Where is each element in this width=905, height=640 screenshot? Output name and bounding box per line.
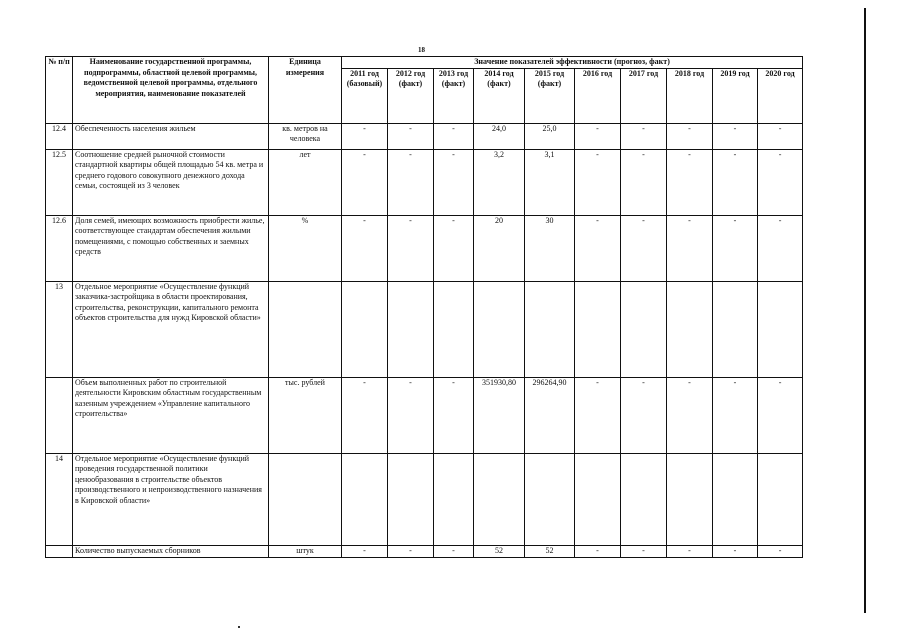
row-value: 52 bbox=[525, 545, 575, 557]
row-value bbox=[713, 453, 758, 545]
row-value: 25,0 bbox=[525, 123, 575, 149]
header-year: 2011 год (базовый) bbox=[342, 68, 388, 123]
row-value: - bbox=[342, 215, 388, 281]
row-value: 3,2 bbox=[474, 149, 525, 215]
header-year: 2017 год bbox=[621, 68, 667, 123]
row-value: - bbox=[575, 377, 621, 453]
row-value: 24,0 bbox=[474, 123, 525, 149]
header-year: 2012 год (факт) bbox=[388, 68, 434, 123]
header-year: 2018 год bbox=[667, 68, 713, 123]
row-number bbox=[46, 377, 73, 453]
table-row bbox=[46, 453, 803, 545]
header-year: 2019 год bbox=[713, 68, 758, 123]
row-value bbox=[342, 281, 388, 377]
row-value bbox=[758, 453, 803, 545]
row-value: - bbox=[758, 377, 803, 453]
row-unit: штук bbox=[269, 545, 342, 557]
row-value: - bbox=[575, 545, 621, 557]
row-value bbox=[388, 281, 434, 377]
row-value: - bbox=[575, 123, 621, 149]
scan-speck bbox=[238, 626, 240, 628]
row-value bbox=[474, 281, 525, 377]
row-value bbox=[575, 453, 621, 545]
row-value bbox=[525, 281, 575, 377]
row-value: - bbox=[434, 377, 474, 453]
row-name: Отдельное мероприятие «Осуществление функций проведения государственной политики ценообразования в строительстве объектов производственного и непроизводственного назначения в Кировской области» bbox=[73, 453, 269, 545]
header-row-group bbox=[46, 57, 803, 69]
row-unit: тыс. рублей bbox=[269, 377, 342, 453]
row-value: - bbox=[575, 215, 621, 281]
row-value: - bbox=[667, 215, 713, 281]
row-value: - bbox=[758, 545, 803, 557]
row-value: - bbox=[342, 149, 388, 215]
row-value bbox=[474, 453, 525, 545]
row-value: - bbox=[342, 545, 388, 557]
row-value: - bbox=[713, 123, 758, 149]
header-name: Наименование государственной программы, подпрограммы, областной целевой программы, ведомственной целевой программы, отдельного мероприятия, наименование показателей bbox=[73, 57, 269, 124]
page-number: 18 bbox=[418, 46, 425, 54]
row-value bbox=[621, 281, 667, 377]
table-row bbox=[46, 123, 803, 149]
header-year: 2020 год bbox=[758, 68, 803, 123]
row-value: - bbox=[434, 149, 474, 215]
row-name: Обеспеченность населения жильем bbox=[73, 123, 269, 149]
row-value: - bbox=[575, 149, 621, 215]
header-year: 2015 год (факт) bbox=[525, 68, 575, 123]
row-value: - bbox=[667, 377, 713, 453]
row-name: Количество выпускаемых сборников bbox=[73, 545, 269, 557]
row-unit: лет bbox=[269, 149, 342, 215]
row-value: 296264,90 bbox=[525, 377, 575, 453]
row-value: - bbox=[342, 377, 388, 453]
row-value bbox=[758, 281, 803, 377]
table-row bbox=[46, 215, 803, 281]
row-unit: кв. метров на человека bbox=[269, 123, 342, 149]
row-value: 20 bbox=[474, 215, 525, 281]
row-value: - bbox=[758, 215, 803, 281]
row-value: - bbox=[434, 545, 474, 557]
header-num: № п/п bbox=[46, 57, 73, 124]
row-value bbox=[525, 453, 575, 545]
row-number: 12.5 bbox=[46, 149, 73, 215]
table-row bbox=[46, 377, 803, 453]
row-value: - bbox=[388, 215, 434, 281]
row-value: 3,1 bbox=[525, 149, 575, 215]
row-value: - bbox=[621, 377, 667, 453]
table-row bbox=[46, 281, 803, 377]
row-value: 52 bbox=[474, 545, 525, 557]
row-value: - bbox=[667, 545, 713, 557]
row-value bbox=[342, 453, 388, 545]
row-value: - bbox=[434, 215, 474, 281]
row-name: Доля семей, имеющих возможность приобрести жилье, соответствующее стандартам обеспечения жилыми помещениями, с помощью собственных и заемных средств bbox=[73, 215, 269, 281]
row-value: - bbox=[713, 215, 758, 281]
row-number: 12.4 bbox=[46, 123, 73, 149]
row-unit bbox=[269, 453, 342, 545]
row-value: - bbox=[342, 123, 388, 149]
header-year: 2014 год (факт) bbox=[474, 68, 525, 123]
table-row bbox=[46, 149, 803, 215]
indicators-table bbox=[45, 56, 803, 558]
row-value: - bbox=[713, 149, 758, 215]
row-value: - bbox=[388, 545, 434, 557]
row-number bbox=[46, 545, 73, 557]
row-value: - bbox=[621, 123, 667, 149]
row-value bbox=[434, 453, 474, 545]
row-number: 13 bbox=[46, 281, 73, 377]
row-name: Объем выполненных работ по строительной деятельности Кировским областным государственным казенным учреждением «Управление капитального строительства» bbox=[73, 377, 269, 453]
row-value: 351930,80 bbox=[474, 377, 525, 453]
row-value: - bbox=[758, 123, 803, 149]
row-number: 12.6 bbox=[46, 215, 73, 281]
row-unit: % bbox=[269, 215, 342, 281]
row-value bbox=[713, 281, 758, 377]
row-value: 30 bbox=[525, 215, 575, 281]
row-value: - bbox=[758, 149, 803, 215]
row-value: - bbox=[621, 545, 667, 557]
row-value bbox=[667, 281, 713, 377]
scan-edge-line bbox=[864, 8, 866, 613]
row-value bbox=[434, 281, 474, 377]
row-value: - bbox=[621, 149, 667, 215]
row-number: 14 bbox=[46, 453, 73, 545]
row-value: - bbox=[667, 123, 713, 149]
header-year: 2016 год bbox=[575, 68, 621, 123]
header-year: 2013 год (факт) bbox=[434, 68, 474, 123]
row-value: - bbox=[388, 149, 434, 215]
row-value bbox=[621, 453, 667, 545]
header-unit: Единица измерения bbox=[269, 57, 342, 124]
row-value bbox=[667, 453, 713, 545]
row-value: - bbox=[434, 123, 474, 149]
row-value: - bbox=[713, 545, 758, 557]
header-indicator-group: Значение показателей эффективности (прогноз, факт) bbox=[342, 57, 803, 69]
row-value: - bbox=[388, 123, 434, 149]
row-value: - bbox=[388, 377, 434, 453]
table-row bbox=[46, 545, 803, 557]
row-unit bbox=[269, 281, 342, 377]
row-name: Соотношение средней рыночной стоимости стандартной квартиры общей площадью 54 кв. метра и среднего годового совокупного денежного дохода семьи, состоящей из 3 человек bbox=[73, 149, 269, 215]
row-value bbox=[575, 281, 621, 377]
row-name: Отдельное мероприятие «Осуществление функций заказчика-застройщика в области проектирования, строительства, реконструкции, капитального ремонта объектов строительства для нужд Кировской области» bbox=[73, 281, 269, 377]
row-value: - bbox=[713, 377, 758, 453]
row-value: - bbox=[621, 215, 667, 281]
row-value: - bbox=[667, 149, 713, 215]
row-value bbox=[388, 453, 434, 545]
